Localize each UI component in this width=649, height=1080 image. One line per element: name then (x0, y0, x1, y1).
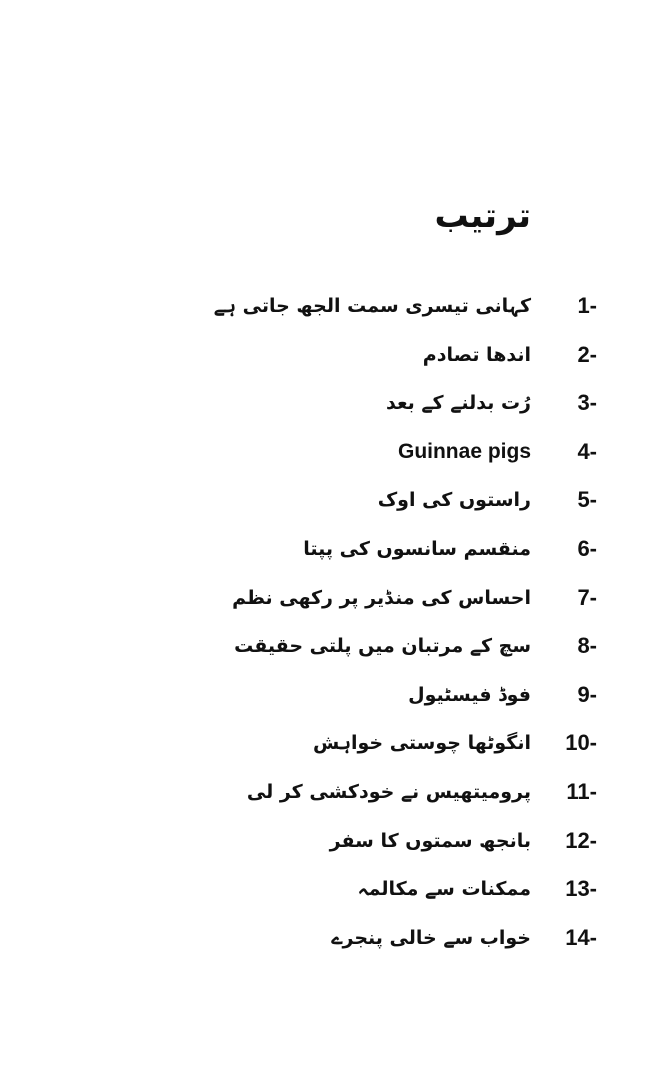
toc-entry-number: 14- (565, 924, 597, 950)
toc-entry (0, 282, 649, 331)
toc-entry-number: 7- (577, 584, 597, 610)
toc-entry (0, 914, 649, 963)
toc-entry-number: 9- (577, 681, 597, 707)
page-title: ترتیب (434, 196, 531, 236)
toc-entry-number: 3- (577, 390, 597, 416)
toc-entry-title: خواب سے خالی پنجرے (331, 926, 531, 949)
toc-entry (0, 622, 649, 671)
toc-entry-title: کہانی تیسری سمت الجھ جاتی ہے (213, 295, 531, 317)
toc-entry-number: 8- (577, 633, 597, 659)
toc-entry-title: Guinnae pigs (397, 439, 531, 463)
toc-entry-title: راستوں کی اوک (377, 489, 531, 512)
toc-entry (0, 817, 649, 866)
toc-entry (0, 476, 649, 525)
toc-entry-title: احساس کی منڈیر پر رکھی نظم (232, 586, 531, 609)
toc-entry-number: 5- (577, 487, 597, 513)
toc-entry (0, 671, 649, 720)
toc-entry-number: 1- (577, 293, 597, 318)
table-of-contents (0, 282, 649, 962)
toc-entry-title: پرومیتھیس نے خودکشی کر لی (246, 780, 531, 803)
toc-entry (0, 719, 649, 768)
toc-entry (0, 379, 649, 428)
toc-entry (0, 574, 649, 623)
toc-entry-title: فوڈ فیسٹیول (408, 683, 531, 706)
toc-entry (0, 428, 649, 477)
toc-entry (0, 331, 649, 380)
toc-entry-title: منقسم سانسوں کی پپتا (303, 537, 531, 560)
toc-entry-title: ممکنات سے مکالمہ (357, 878, 531, 901)
toc-entry-number: 10- (565, 730, 597, 756)
toc-entry-number: 2- (577, 341, 597, 367)
toc-entry (0, 525, 649, 574)
toc-entry-number: 4- (577, 438, 597, 464)
toc-entry-title: رُت بدلنے کے بعد (385, 392, 531, 415)
toc-entry (0, 768, 649, 817)
toc-entry-title: انگوٹھا چوستی خواہش (312, 732, 531, 755)
toc-entry-number: 6- (577, 535, 597, 561)
toc-entry-title: اندھا تصادم (422, 343, 531, 366)
toc-entry-title: سچ کے مرتبان میں پلتی حقیقت (234, 635, 531, 658)
toc-entry-title: بانجھ سمتوں کا سفر (329, 829, 531, 852)
toc-entry (0, 865, 649, 914)
toc-entry-number: 11- (566, 778, 597, 804)
toc-entry-number: 13- (565, 876, 597, 902)
toc-entry-number: 12- (565, 827, 597, 853)
